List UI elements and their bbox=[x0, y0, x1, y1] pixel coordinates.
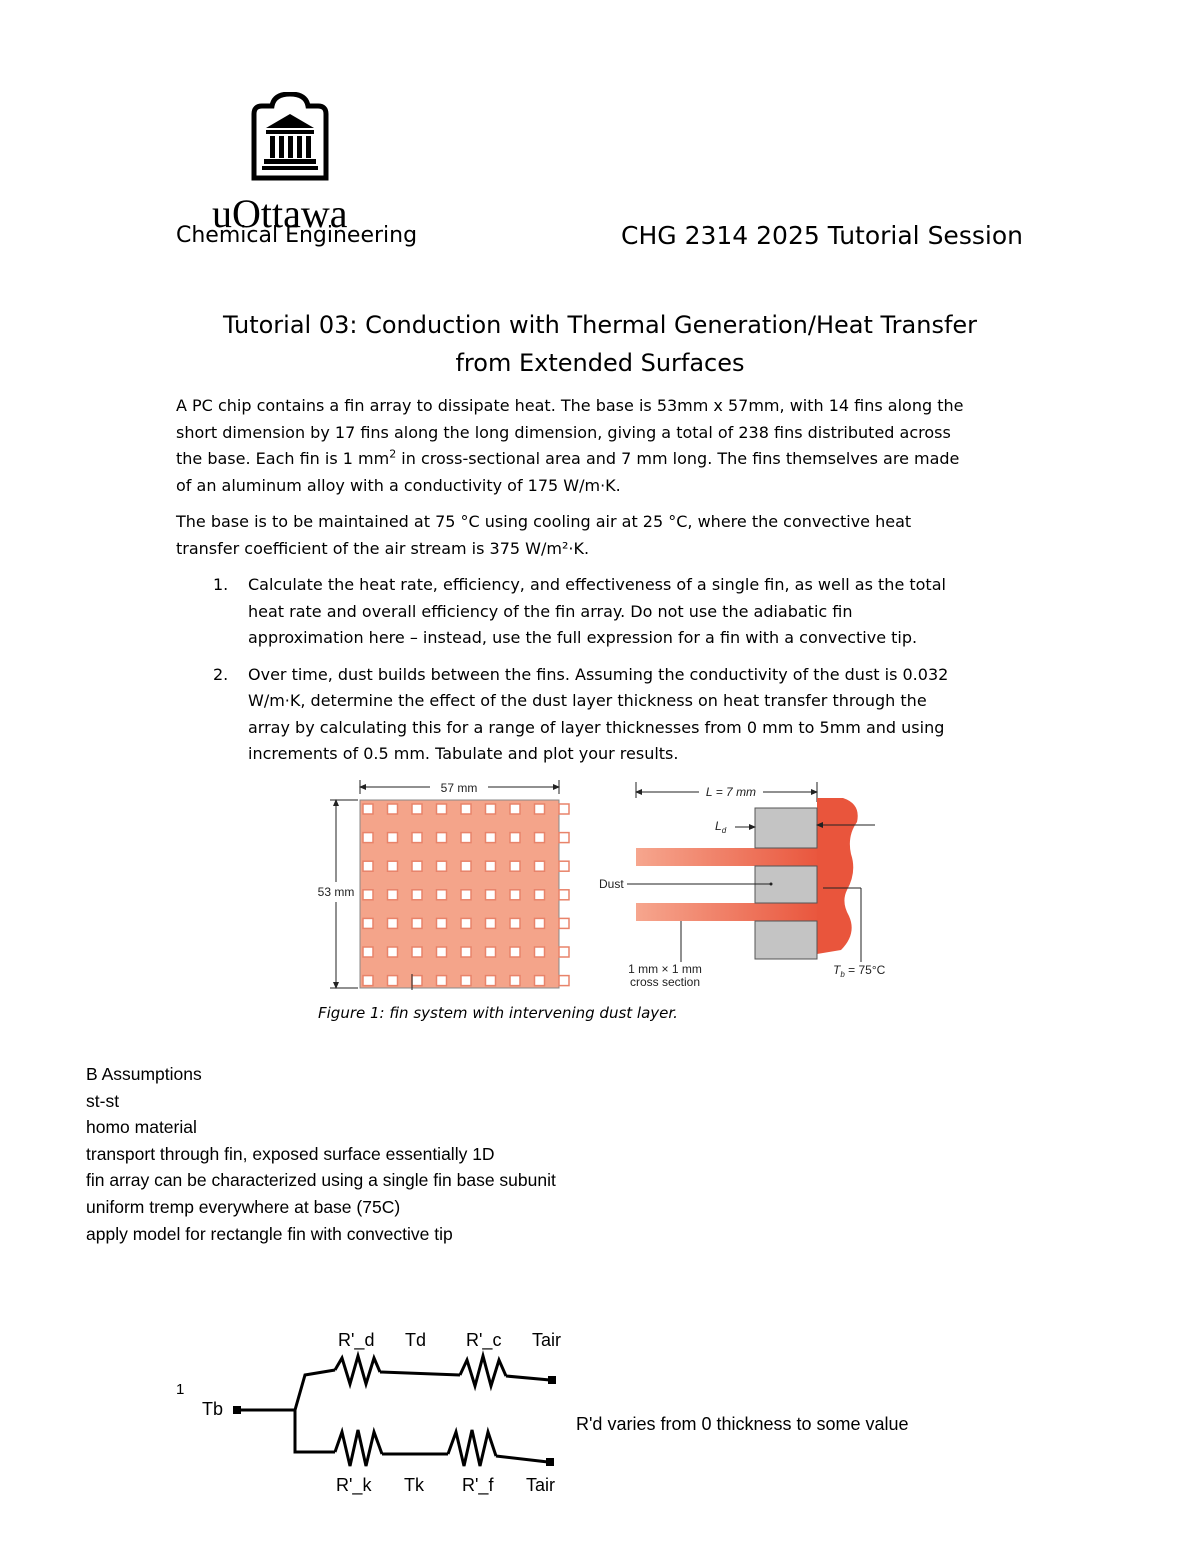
question-list bbox=[176, 572, 1036, 768]
chip-base bbox=[817, 798, 858, 954]
question-line: array by calculating this for a range of layer thicknesses from 0 mm to 5mm and using bbox=[248, 717, 945, 737]
question-line: W/m·K, determine the effect of the dust layer thickness on heat transfer through the bbox=[248, 691, 927, 710]
fin-square bbox=[363, 890, 373, 900]
fin-square bbox=[486, 804, 496, 814]
fin-square bbox=[363, 918, 373, 928]
rk-label: R'_k bbox=[336, 1475, 372, 1495]
para1-line4: of an aluminum alloy with a conductivity of 175 W/m·K. bbox=[176, 475, 621, 495]
assumption-item: st-st bbox=[86, 1090, 120, 1111]
resistor-rc bbox=[460, 1356, 506, 1386]
fin-square bbox=[388, 861, 398, 871]
fin-square bbox=[437, 861, 447, 871]
resistor-rk bbox=[335, 1430, 382, 1466]
fin-square bbox=[535, 804, 545, 814]
fin-square bbox=[388, 976, 398, 986]
tair-node-bottom bbox=[546, 1458, 554, 1466]
fin-square bbox=[510, 890, 520, 900]
fin-square bbox=[388, 804, 398, 814]
course-title: CHG 2314 2025 Tutorial Session bbox=[621, 221, 1023, 250]
fin-square bbox=[559, 890, 569, 900]
assumption-item: fin array can be characterized using a single fin base subunit bbox=[86, 1170, 556, 1191]
para1-line2: short dimension by 17 fins along the long dimension, giving a total of 238 fins distributed across bbox=[176, 422, 951, 442]
figure-caption: Figure 1: fin system with intervening dust layer. bbox=[318, 1004, 678, 1022]
fin-square bbox=[486, 918, 496, 928]
fin-square bbox=[363, 861, 373, 871]
fin-lower bbox=[636, 903, 821, 921]
td-label: Td bbox=[405, 1330, 427, 1350]
fin-square bbox=[486, 976, 496, 986]
question-item bbox=[176, 572, 1036, 652]
fin-square bbox=[363, 947, 373, 957]
fin-upper bbox=[636, 848, 821, 866]
dust-length-label: $L_d$ bbox=[715, 819, 727, 835]
fin-square bbox=[510, 833, 520, 843]
fin-square bbox=[510, 804, 520, 814]
base-temperature-label: $T_b = 75^\circ C$ bbox=[833, 963, 886, 979]
fin-square bbox=[437, 890, 447, 900]
tutorial-title-line1: Tutorial 03: Conduction with Thermal Generation/Heat Transfer bbox=[222, 311, 978, 339]
assumption-item: homo material bbox=[86, 1117, 197, 1138]
rf-label: R'_f bbox=[462, 1475, 494, 1495]
tutorial-title-line2: from Extended Surfaces bbox=[455, 349, 745, 377]
height-dimension-label: 53 mm bbox=[317, 885, 355, 899]
fin-square bbox=[363, 976, 373, 986]
fin-square bbox=[559, 833, 569, 843]
fin-square bbox=[461, 947, 471, 957]
fin-square bbox=[510, 918, 520, 928]
fin-square bbox=[559, 918, 569, 928]
rd-label: R'_d bbox=[338, 1330, 375, 1350]
para1-line3b: in cross-sectional area and 7 mm long. The fins themselves are made bbox=[396, 449, 960, 468]
assumptions-heading: B Assumptions bbox=[86, 1064, 202, 1084]
fin-square bbox=[388, 890, 398, 900]
fin-square bbox=[535, 833, 545, 843]
fin-square bbox=[535, 918, 545, 928]
circuit-number: 1 bbox=[176, 1381, 185, 1398]
fin-square bbox=[559, 861, 569, 871]
fin-square bbox=[388, 918, 398, 928]
question-line: increments of 0.5 mm. Tabulate and plot your results. bbox=[248, 744, 679, 763]
fin-square bbox=[486, 833, 496, 843]
fin-square bbox=[559, 804, 569, 814]
para1-line1: A PC chip contains a fin array to dissipate heat. The base is 53mm x 57mm, with 14 fins along the bbox=[176, 396, 964, 415]
dust-layer-bottom bbox=[755, 921, 817, 959]
fin-square bbox=[388, 947, 398, 957]
fin-square bbox=[437, 833, 447, 843]
fin-square bbox=[461, 890, 471, 900]
uottawa-crest-icon bbox=[250, 92, 330, 182]
fin-square bbox=[535, 947, 545, 957]
fin-square bbox=[363, 833, 373, 843]
resistor-rf bbox=[448, 1430, 496, 1466]
fin-length-label: L = 7 mm bbox=[705, 785, 757, 799]
fin-square bbox=[510, 976, 520, 986]
resistor-rd bbox=[335, 1356, 380, 1384]
fin-square bbox=[461, 861, 471, 871]
para2-line2: transfer coefficient of the air stream is 375 W/m²·K. bbox=[176, 538, 590, 558]
fin-square bbox=[486, 890, 496, 900]
para1-superscript: 2 bbox=[389, 447, 397, 461]
thermal-resistance-circuit bbox=[160, 1320, 580, 1500]
fin-square bbox=[510, 861, 520, 871]
fin-square bbox=[437, 947, 447, 957]
department-name: Chemical Engineering bbox=[176, 223, 418, 248]
tair-bottom-label: Tair bbox=[526, 1475, 556, 1495]
cross-section-label-line2: cross section bbox=[629, 975, 701, 989]
tair-node-top bbox=[548, 1376, 556, 1384]
assumption-item: apply model for rectangle fin with convective tip bbox=[86, 1223, 453, 1244]
fin-square bbox=[412, 890, 422, 900]
question-number: 1. bbox=[213, 575, 229, 594]
width-dimension-label: 57 mm bbox=[440, 781, 478, 795]
fin-square bbox=[486, 861, 496, 871]
para2-line1: The base is to be maintained at 75 °C using cooling air at 25 °C, where the convective heat bbox=[176, 512, 912, 531]
fin-square bbox=[461, 833, 471, 843]
fin-square bbox=[363, 804, 373, 814]
fin-square bbox=[535, 861, 545, 871]
fin-square bbox=[412, 861, 422, 871]
logo-wordmark: uOttawa bbox=[212, 191, 348, 236]
tutorial-title bbox=[0, 306, 1200, 382]
dust-label: Dust bbox=[599, 877, 624, 891]
rc-label: R'_c bbox=[466, 1330, 502, 1350]
cross-section-label-line1: 1 mm × 1 mm bbox=[628, 962, 702, 976]
question-line: heat rate and overall efficiency of the fin array. Do not use the adiabatic fin bbox=[248, 601, 853, 621]
fin-square bbox=[412, 976, 422, 986]
fin-square bbox=[437, 804, 447, 814]
question-line: Calculate the heat rate, efficiency, and effectiveness of a single fin, as well as the total bbox=[248, 575, 946, 594]
question-number: 2. bbox=[213, 664, 229, 684]
tb-node bbox=[233, 1406, 241, 1414]
fin-square bbox=[412, 804, 422, 814]
fin-square bbox=[437, 976, 447, 986]
fin-square bbox=[412, 918, 422, 928]
tair-top-label: Tair bbox=[532, 1330, 562, 1350]
fin-square bbox=[461, 976, 471, 986]
para1-line3a: the base. Each fin is 1 mm bbox=[176, 449, 390, 468]
assumption-item: uniform tremp everywhere at base (75C) bbox=[86, 1196, 401, 1217]
fin-square bbox=[461, 918, 471, 928]
fin-square bbox=[461, 804, 471, 814]
problem-paragraph-2 bbox=[176, 509, 1036, 562]
dust-layer-top bbox=[755, 808, 817, 848]
fin-square bbox=[486, 947, 496, 957]
question-item bbox=[176, 662, 1036, 768]
fin-side-view bbox=[595, 778, 895, 993]
question-line: Over time, dust builds between the fins. Assuming the conductivity of the dust is 0.032 bbox=[248, 664, 949, 684]
assumptions-notes bbox=[86, 1061, 556, 1247]
fin-square bbox=[510, 947, 520, 957]
fin-square bbox=[388, 833, 398, 843]
assumption-item: transport through fin, exposed surface essentially 1D bbox=[86, 1143, 495, 1164]
fin-square bbox=[535, 890, 545, 900]
fin-square bbox=[535, 976, 545, 986]
problem-paragraph-1 bbox=[176, 393, 1036, 499]
circuit-note: R'd varies from 0 thickness to some value bbox=[576, 1414, 909, 1434]
fin-square bbox=[559, 947, 569, 957]
fin-array-top-view bbox=[310, 778, 570, 993]
fin-square bbox=[412, 833, 422, 843]
tk-label: Tk bbox=[404, 1475, 424, 1495]
fin-square bbox=[437, 918, 447, 928]
fin-square bbox=[412, 947, 422, 957]
fin-square bbox=[559, 976, 569, 986]
problem-statement bbox=[176, 393, 1036, 778]
tb-label: Tb bbox=[202, 1399, 224, 1419]
question-line: approximation here – instead, use the full expression for a fin with a convective tip. bbox=[248, 628, 918, 647]
